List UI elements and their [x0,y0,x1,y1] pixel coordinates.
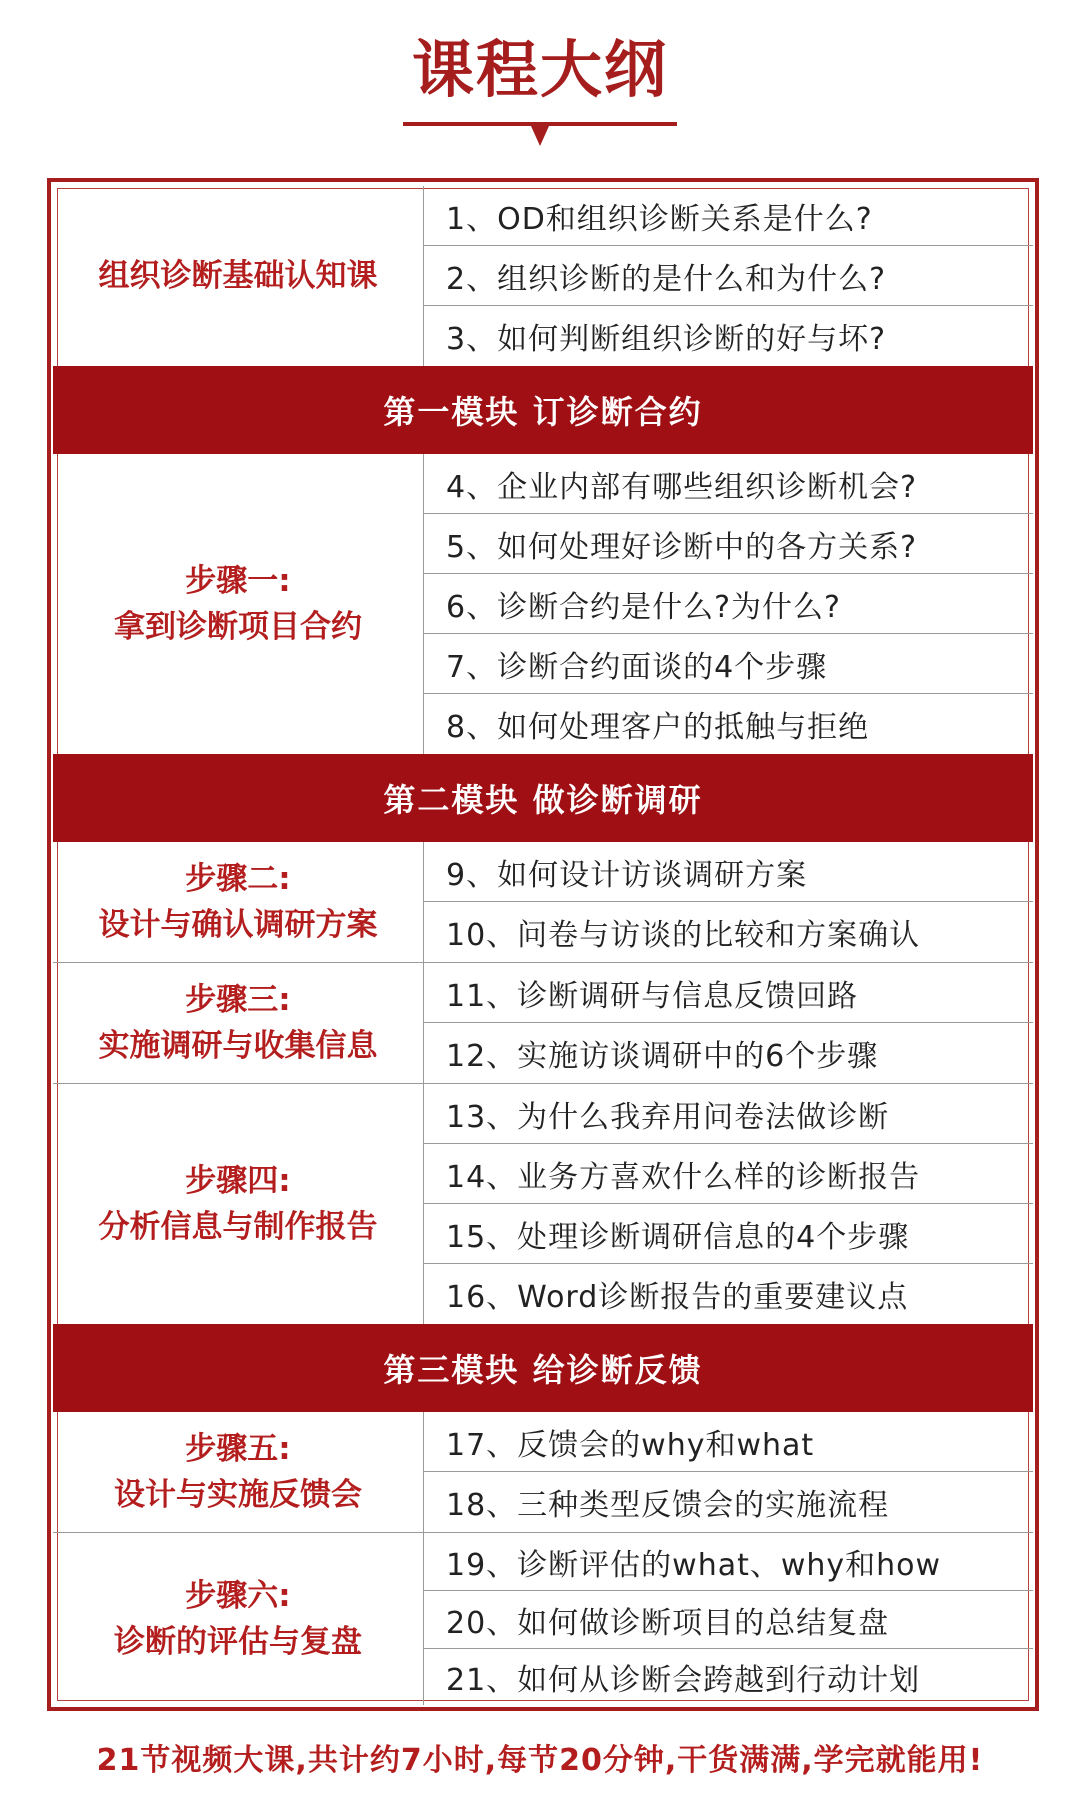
item-list [424,963,1033,1083]
list-item: 7、诊断合约面谈的4个步骤 [424,634,1033,694]
list-item: 2、组织诊断的是什么和为什么? [424,246,1033,306]
list-item: 20、如何做诊断项目的总结复盘 [424,1591,1033,1649]
step-number: 步骤五: [185,1431,291,1467]
group-label-text: 组织诊断基础认知课 [98,258,378,294]
group-step-6 [53,1533,1033,1705]
list-item: 3、如何判断组织诊断的好与坏? [446,322,887,357]
group-label [53,454,424,754]
step-title: 拿到诊断项目合约 [114,609,362,645]
group-step-5 [53,1412,1033,1532]
group-label [53,842,424,962]
list-item: 21、如何从诊断会跨越到行动计划 [446,1663,921,1698]
step-number: 步骤二: [185,861,291,897]
list-item: 19、诊断评估的what、why和how [424,1533,1033,1591]
module-banner: 第三模块 给诊断反馈 [53,1324,1033,1412]
list-item: 6、诊断合约是什么?为什么? [424,574,1033,634]
footer-note: 21节视频大课,共计约7小时,每节20分钟,干货满满,学完就能用! [96,1743,984,1778]
step-title: 设计与确认调研方案 [98,907,378,943]
list-item: 1、OD和组织诊断关系是什么? [424,186,1033,246]
item-list [424,454,1033,754]
group-step-4 [53,1084,1033,1324]
list-item: 4、企业内部有哪些组织诊断机会? [424,454,1033,514]
group-intro [53,186,1033,366]
group-step-2 [53,842,1033,962]
group-step-1 [53,454,1033,754]
list-item: 15、处理诊断调研信息的4个步骤 [424,1204,1033,1264]
step-title: 诊断的评估与复盘 [114,1624,362,1660]
list-item: 18、三种类型反馈会的实施流程 [446,1488,890,1523]
list-item: 11、诊断调研与信息反馈回路 [424,963,1033,1023]
group-label [53,963,424,1083]
step-title: 分析信息与制作报告 [98,1209,378,1245]
list-item: 17、反馈会的why和what [424,1412,1033,1472]
group-label [53,186,424,366]
group-label [53,1412,424,1532]
group-label [53,1084,424,1324]
item-list [424,842,1033,962]
title-arrow-icon [531,126,549,146]
list-item: 10、问卷与访谈的比较和方案确认 [446,918,921,953]
item-list [424,1084,1033,1324]
step-title: 实施调研与收集信息 [98,1028,378,1064]
item-list [424,1533,1033,1705]
module-banner: 第二模块 做诊断调研 [53,754,1033,842]
page-title: 课程大纲 [411,33,668,106]
item-list [424,1412,1033,1532]
list-item: 13、为什么我弃用问卷法做诊断 [424,1084,1033,1144]
group-step-3 [53,963,1033,1083]
group-label [53,1533,424,1705]
list-item: 14、业务方喜欢什么样的诊断报告 [424,1144,1033,1204]
step-number: 步骤四: [185,1163,291,1199]
item-list [424,186,1033,366]
list-item: 12、实施访谈调研中的6个步骤 [446,1039,879,1074]
step-title: 设计与实施反馈会 [114,1477,362,1513]
list-item: 9、如何设计访谈调研方案 [424,842,1033,902]
module-banner: 第一模块 订诊断合约 [53,366,1033,454]
step-number: 步骤三: [185,982,291,1018]
step-number: 步骤六: [185,1578,291,1614]
list-item: 8、如何处理客户的抵触与拒绝 [446,710,870,745]
list-item: 16、Word诊断报告的重要建议点 [446,1280,909,1315]
step-number: 步骤一: [185,563,291,599]
list-item: 5、如何处理好诊断中的各方关系? [424,514,1033,574]
